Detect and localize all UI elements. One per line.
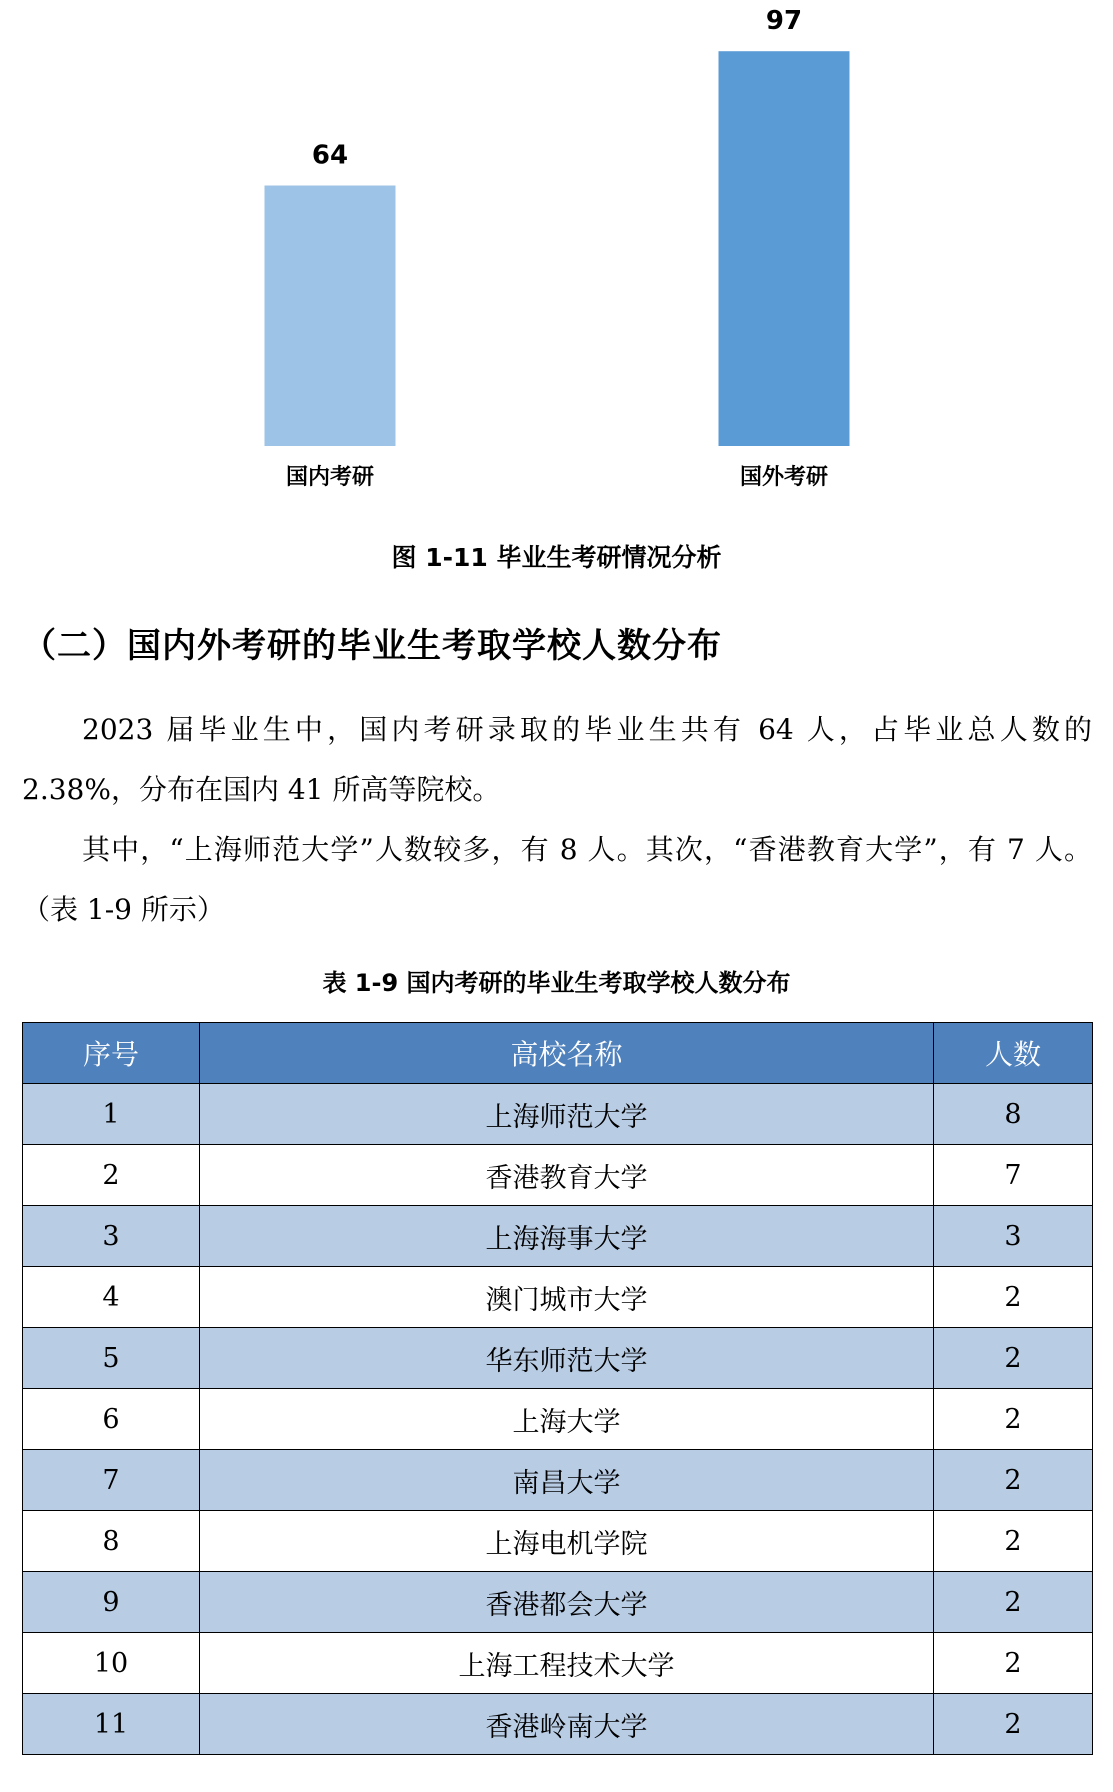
student-count-cell: 2 (934, 1267, 1093, 1328)
row-index-cell: 1 (23, 1084, 200, 1145)
paragraph-1: 2023 届毕业生中，国内考研录取的毕业生共有 64 人，占毕业总人数的 2.38%，分布在国内 41 所高等院校。 (22, 713, 1092, 806)
table-row (23, 1328, 1093, 1389)
row-index-cell: 4 (23, 1267, 200, 1328)
table-row (23, 1389, 1093, 1450)
category-label: 国内考研 (285, 465, 375, 490)
section-heading: （二）国内外考研的毕业生考取学校人数分布 (22, 626, 722, 666)
university-name-cell: 上海海事大学 (200, 1206, 934, 1267)
category-label: 国外考研 (739, 465, 829, 490)
table-row (23, 1206, 1093, 1267)
table-body (23, 1084, 1093, 1755)
student-count-cell: 2 (934, 1328, 1093, 1389)
university-name-cell: 上海电机学院 (200, 1511, 934, 1572)
data-label: 64 (311, 140, 349, 171)
university-name-cell: 上海师范大学 (200, 1084, 934, 1145)
row-index-cell: 3 (23, 1206, 200, 1267)
row-index-cell: 6 (23, 1389, 200, 1450)
table-row (23, 1450, 1093, 1511)
university-table (22, 1022, 1093, 1755)
student-count-cell: 2 (934, 1694, 1093, 1755)
column-header-university: 高校名称 (200, 1023, 934, 1084)
university-name-cell: 华东师范大学 (200, 1328, 934, 1389)
student-count-cell: 2 (934, 1450, 1093, 1511)
paragraph-2: 其中，“上海师范大学”人数较多，有 8 人。其次，“香港教育大学”，有 7 人。（表 1-9 所示） (22, 833, 1092, 926)
university-name-cell: 香港都会大学 (200, 1572, 934, 1633)
university-name-cell: 上海工程技术大学 (200, 1633, 934, 1694)
university-name-cell: 香港教育大学 (200, 1145, 934, 1206)
student-count-cell: 3 (934, 1206, 1093, 1267)
bar-overseas (719, 51, 850, 446)
row-index-cell: 5 (23, 1328, 200, 1389)
table-row (23, 1694, 1093, 1755)
table-row (23, 1145, 1093, 1206)
student-count-cell: 2 (934, 1389, 1093, 1450)
column-header-index: 序号 (23, 1023, 200, 1084)
row-index-cell: 10 (23, 1633, 200, 1694)
student-count-cell: 2 (934, 1633, 1093, 1694)
column-header-count: 人数 (934, 1023, 1093, 1084)
table-row (23, 1511, 1093, 1572)
row-index-cell: 2 (23, 1145, 200, 1206)
table-row (23, 1572, 1093, 1633)
table-caption: 表 1-9 国内考研的毕业生考取学校人数分布 (322, 969, 791, 997)
figure-caption: 图 1-11 毕业生考研情况分析 (391, 543, 722, 572)
bar-chart (0, 0, 1113, 520)
student-count-cell: 2 (934, 1572, 1093, 1633)
table-row (23, 1084, 1093, 1145)
university-name-cell: 香港岭南大学 (200, 1694, 934, 1755)
row-index-cell: 11 (23, 1694, 200, 1755)
student-count-cell: 8 (934, 1084, 1093, 1145)
row-index-cell: 7 (23, 1450, 200, 1511)
row-index-cell: 9 (23, 1572, 200, 1633)
student-count-cell: 2 (934, 1511, 1093, 1572)
university-name-cell: 南昌大学 (200, 1450, 934, 1511)
bar-domestic (265, 186, 396, 446)
university-name-cell: 上海大学 (200, 1389, 934, 1450)
table-header-row (23, 1023, 1093, 1084)
student-count-cell: 7 (934, 1145, 1093, 1206)
university-name-cell: 澳门城市大学 (200, 1267, 934, 1328)
row-index-cell: 8 (23, 1511, 200, 1572)
table-row (23, 1633, 1093, 1694)
table-row (23, 1267, 1093, 1328)
data-label: 97 (765, 6, 803, 37)
